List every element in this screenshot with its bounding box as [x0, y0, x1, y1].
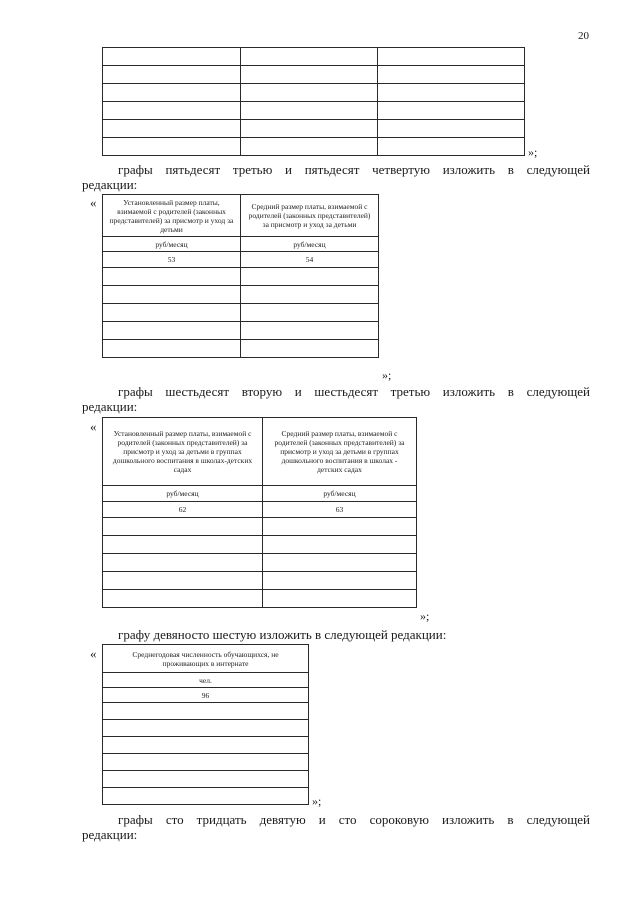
column-number-cell: 54	[241, 252, 379, 268]
empty-cell	[378, 102, 525, 120]
table-row	[103, 268, 379, 286]
paragraph-62-63: графы шестьдесят вторую и шестьдесят третью изложить в следующей редакции:	[82, 384, 590, 414]
column-number-cell: 53	[103, 252, 241, 268]
empty-cell	[263, 554, 417, 572]
header-cell: Установленный размер платы, взимаемой с родителей (законных представителей) за присмотр и уход за детьми	[103, 195, 241, 237]
column-number-cell: 96	[103, 688, 309, 703]
header-cell: Средний размер платы, взимаемой с родителей (законных представителей) за присмотр и уход за детьми	[241, 195, 379, 237]
empty-cell	[263, 590, 417, 608]
empty-cell	[241, 340, 379, 358]
empty-cell	[103, 771, 309, 788]
page-number: 20	[578, 30, 589, 42]
empty-cell	[103, 572, 263, 590]
unit-cell: руб/месяц	[103, 237, 241, 252]
empty-cell	[103, 536, 263, 554]
empty-cell	[263, 518, 417, 536]
unit-cell: руб/месяц	[241, 237, 379, 252]
empty-cell	[103, 48, 241, 66]
table-row	[103, 66, 525, 84]
table-row	[103, 518, 417, 536]
empty-cell	[241, 102, 378, 120]
closing-mark: »;	[420, 609, 430, 623]
empty-cell	[241, 286, 379, 304]
empty-cell	[103, 754, 309, 771]
empty-cell	[378, 138, 525, 156]
table-row	[103, 120, 525, 138]
opening-quote: «	[90, 419, 97, 434]
empty-cell	[103, 737, 309, 754]
header-cell: Средний размер платы, взимаемой с родителей (законных представителей) за присмотр и уход за детьми в группах дошкольного воспитания в школах - детских садах	[263, 418, 417, 486]
empty-cell	[378, 66, 525, 84]
empty-cell	[103, 138, 241, 156]
closing-mark: »;	[312, 794, 322, 808]
empty-cell	[103, 286, 241, 304]
empty-cell	[241, 120, 378, 138]
empty-cell	[103, 322, 241, 340]
table-row	[103, 102, 525, 120]
opening-quote: «	[90, 646, 97, 661]
table-row	[103, 340, 379, 358]
empty-cell	[378, 120, 525, 138]
empty-cell	[241, 66, 378, 84]
empty-cell	[241, 84, 378, 102]
table-top	[102, 47, 525, 156]
empty-cell	[263, 536, 417, 554]
empty-cell	[103, 268, 241, 286]
table-row	[103, 737, 309, 754]
unit-cell: руб/месяц	[263, 486, 417, 502]
table-row	[103, 322, 379, 340]
empty-cell	[103, 788, 309, 805]
empty-cell	[103, 554, 263, 572]
table-53-54	[102, 194, 379, 358]
empty-cell	[103, 304, 241, 322]
empty-cell	[241, 268, 379, 286]
empty-cell	[241, 48, 378, 66]
unit-cell: руб/месяц	[103, 486, 263, 502]
column-number-cell: 62	[103, 502, 263, 518]
table-62-63	[102, 417, 417, 608]
table-row	[103, 554, 417, 572]
table-row	[103, 572, 417, 590]
empty-cell	[103, 518, 263, 536]
table-row	[103, 286, 379, 304]
empty-cell	[103, 720, 309, 737]
table-row	[103, 304, 379, 322]
empty-cell	[103, 120, 241, 138]
empty-cell	[103, 590, 263, 608]
unit-cell: чел.	[103, 673, 309, 688]
empty-cell	[103, 703, 309, 720]
empty-cell	[241, 304, 379, 322]
table-row	[103, 754, 309, 771]
table-row	[103, 84, 525, 102]
table-row	[103, 590, 417, 608]
empty-cell	[103, 340, 241, 358]
table-row	[103, 720, 309, 737]
empty-cell	[378, 84, 525, 102]
table-row	[103, 703, 309, 720]
header-cell: Установленный размер платы, взимаемой с родителей (законных представителей) за присмотр и уход за детьми в группах дошкольного воспитания в школах-детских садах	[103, 418, 263, 486]
empty-cell	[103, 102, 241, 120]
table-row	[103, 771, 309, 788]
column-number-cell: 63	[263, 502, 417, 518]
empty-cell	[103, 84, 241, 102]
paragraph-96: графу девяносто шестую изложить в следующей редакции:	[118, 627, 447, 642]
paragraph-139-140: графы сто тридцать девятую и сто сороковую изложить в следующей редакции:	[82, 812, 590, 842]
closing-mark: »;	[528, 145, 538, 159]
empty-cell	[241, 322, 379, 340]
table-row	[103, 138, 525, 156]
empty-cell	[103, 66, 241, 84]
empty-cell	[241, 138, 378, 156]
header-cell: Среднегодовая численность обучающихся, не проживающих в интернате	[103, 645, 309, 673]
opening-quote: «	[90, 195, 97, 210]
empty-cell	[263, 572, 417, 590]
table-row	[103, 788, 309, 805]
table-96	[102, 644, 309, 805]
paragraph-53-54: графы пятьдесят третью и пятьдесят четвертую изложить в следующей редакции:	[82, 162, 590, 192]
table-row	[103, 536, 417, 554]
table-row	[103, 48, 525, 66]
closing-mark: »;	[382, 368, 392, 382]
empty-cell	[378, 48, 525, 66]
